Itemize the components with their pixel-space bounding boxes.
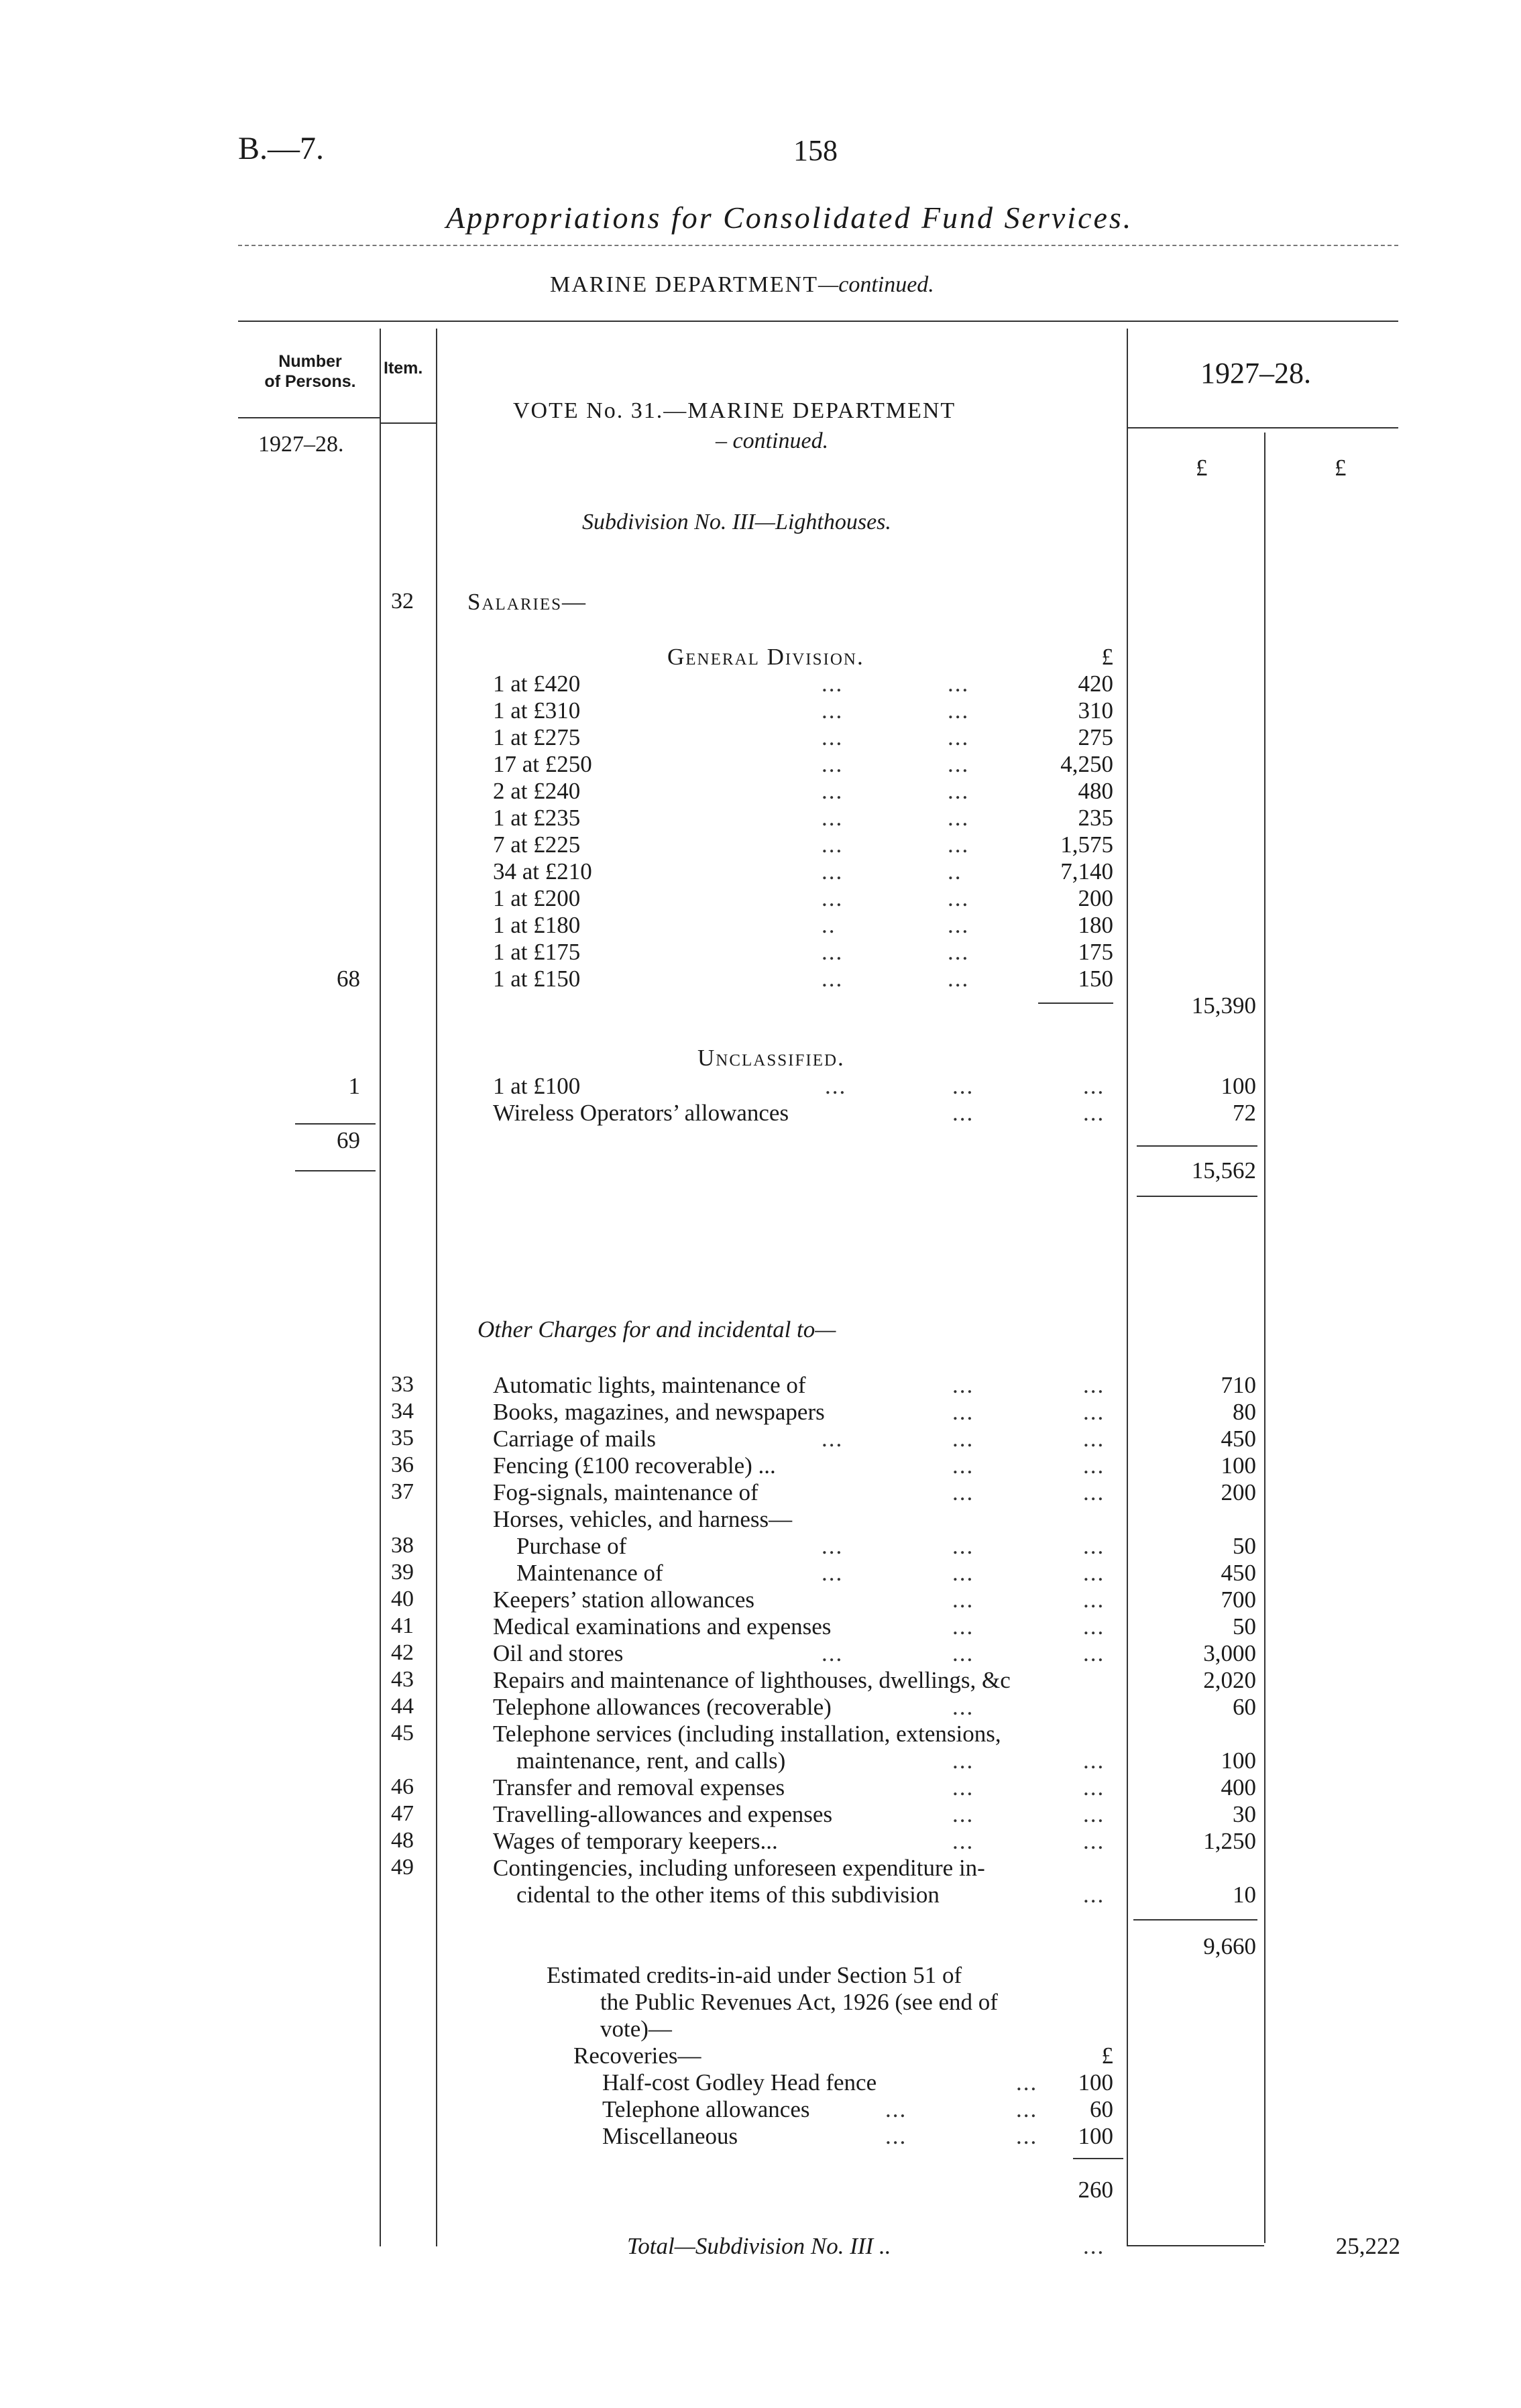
persons-header-line1: Number (278, 352, 342, 371)
salary-row-label: 1 at £200 (493, 885, 581, 911)
salary-row-amount: 480 (1078, 778, 1113, 804)
persons-header (245, 351, 376, 392)
leader-dots: ... (952, 1100, 974, 1126)
charge-label: Travelling-allowances and expenses (493, 1801, 833, 1827)
leader-dots: ... (822, 778, 844, 804)
recovery-amount: 60 (1090, 2096, 1113, 2122)
leader-dots: ... (822, 697, 844, 724)
leader-dots: ... (948, 751, 970, 777)
wireless-allowances-label: Wireless Operators’ allowances (493, 1100, 789, 1126)
charge-amount: 10 (1233, 1882, 1256, 1908)
general-division-total: 15,390 (1191, 992, 1256, 1019)
table-top-rule (238, 321, 1398, 322)
leader-dots: ... (1083, 1560, 1105, 1586)
item-number: 47 (391, 1801, 414, 1826)
page-number: 158 (793, 134, 838, 167)
persons-subtotal-rule (295, 1123, 376, 1125)
charge-label: Telephone services (including installation, extensions, (493, 1721, 1001, 1747)
general-division-heading: General Division. (667, 644, 864, 670)
total-subdivision-label: Total—Subdivision No. III .. (627, 2233, 891, 2259)
charge-amount: 2,020 (1203, 1667, 1256, 1693)
charge-label: Oil and stores (493, 1640, 624, 1666)
salary-pound-sign: £ (1101, 644, 1113, 670)
vote-title: VOTE No. 31.—MARINE DEPARTMENT (513, 398, 956, 423)
charge-label: Maintenance of (516, 1560, 663, 1586)
persons-total-rule (295, 1170, 376, 1171)
salary-row-label: 1 at £275 (493, 724, 581, 750)
persons-item-divider (380, 329, 381, 2246)
credits-total: 260 (1078, 2177, 1113, 2203)
leader-dots: ... (952, 1640, 974, 1666)
salary-row-amount: 175 (1078, 939, 1113, 965)
leader-dots: ... (948, 778, 970, 804)
charge-label: Wages of temporary keepers... (493, 1828, 778, 1854)
pound-column-2: £ (1335, 455, 1347, 481)
item-header: Item. (384, 359, 423, 378)
leader-dots: ... (952, 1452, 974, 1479)
leader-dots: ... (1083, 1479, 1105, 1505)
leader-dots: ... (822, 805, 844, 831)
charge-amount: 200 (1221, 1479, 1256, 1505)
credits-subtotal-rule (1073, 2158, 1123, 2159)
charge-label: Medical examinations and expenses (493, 1613, 832, 1640)
recovery-amount: 100 (1078, 2123, 1113, 2149)
salary-row-amount: 1,575 (1060, 832, 1113, 858)
item-number: 35 (391, 1426, 414, 1450)
charge-label: Carriage of mails (493, 1426, 656, 1452)
page-title: Appropriations for Consolidated Fund Services. (446, 200, 1133, 235)
item-number: 41 (391, 1613, 414, 1638)
leader-dots: ... (1083, 1399, 1105, 1425)
leader-dots: ... (822, 1640, 844, 1666)
item-number: 43 (391, 1667, 414, 1692)
charge-label: Repairs and maintenance of lighthouses, dwellings, &c (493, 1667, 1011, 1693)
leader-dots: ... (822, 885, 844, 911)
charge-label: Contingencies, including unforeseen expenditure in- (493, 1855, 985, 1881)
charge-amount: 80 (1233, 1399, 1256, 1425)
charge-amount: 710 (1221, 1372, 1256, 1398)
salary-row-label: 34 at £210 (493, 858, 592, 884)
leader-dots: ... (952, 1613, 974, 1640)
leader-dots: ... (1016, 2096, 1038, 2122)
item-header-rule (380, 422, 436, 424)
leader-dots: ... (1016, 2123, 1038, 2149)
leader-dots: ... (952, 1399, 974, 1425)
salaries-total-persons: 69 (337, 1127, 360, 1153)
persons-header-line2: of Persons. (264, 372, 356, 391)
charge-label-continued: maintenance, rent, and calls) (516, 1747, 786, 1774)
salary-row-amount: 180 (1078, 912, 1113, 938)
salary-row-amount: 275 (1078, 724, 1113, 750)
total-rule (1127, 2245, 1264, 2246)
other-charges-subtotal-rule (1133, 1919, 1257, 1920)
leader-dots: ... (948, 697, 970, 724)
unclassified-persons: 1 (348, 1073, 360, 1099)
leader-dots: ... (822, 939, 844, 965)
persons-header-rule (238, 417, 380, 418)
credits-line-3: vote)— (600, 2016, 672, 2042)
leader-dots: ... (822, 966, 844, 992)
credits-line-1: Estimated credits-in-aid under Section 51 of (547, 1962, 962, 1988)
horses-heading: Horses, vehicles, and harness— (493, 1506, 793, 1532)
charge-amount: 700 (1221, 1587, 1256, 1613)
leader-dots: ... (1083, 1774, 1105, 1800)
salary-row-amount: 420 (1078, 671, 1113, 697)
subdivision-title: Subdivision No. III—Lighthouses. (582, 510, 891, 534)
recovery-amount: 100 (1078, 2069, 1113, 2096)
leader-dots: ... (1083, 1372, 1105, 1398)
charge-amount: 100 (1221, 1747, 1256, 1774)
year-header: 1927–28. (1200, 357, 1311, 390)
credits-line-2: the Public Revenues Act, 1926 (see end of (600, 1989, 998, 2015)
leader-dots: ... (822, 858, 844, 884)
amount-total-divider (1264, 433, 1265, 2243)
leader-dots: ... (948, 966, 970, 992)
leader-dots: ... (952, 1073, 974, 1099)
leader-dots: ... (1083, 1073, 1105, 1099)
recoveries-pound-sign: £ (1101, 2043, 1113, 2069)
leader-dots: ... (885, 2123, 907, 2149)
leader-dots: ... (822, 751, 844, 777)
item-number: 34 (391, 1399, 414, 1424)
department-continued: —continued. (818, 272, 934, 297)
general-subtotal-rule (1038, 1002, 1113, 1004)
leader-dots: ... (822, 1426, 844, 1452)
department-name: MARINE DEPARTMENT (550, 272, 818, 297)
salary-row-label: 1 at £175 (493, 939, 581, 965)
salary-row-label: 1 at £150 (493, 966, 581, 992)
pound-column-1: £ (1196, 455, 1208, 481)
item-number: 33 (391, 1372, 414, 1397)
item-number: 37 (391, 1479, 414, 1504)
leader-dots: ... (1083, 1100, 1105, 1126)
item-number: 40 (391, 1587, 414, 1611)
leader-dots: ... (822, 724, 844, 750)
leader-dots: ... (948, 939, 970, 965)
persons-year: 1927–28. (258, 432, 344, 457)
charge-label: Automatic lights, maintenance of (493, 1372, 806, 1398)
salary-row-label: 7 at £225 (493, 832, 581, 858)
item-number: 36 (391, 1452, 414, 1477)
charge-amount: 100 (1221, 1452, 1256, 1479)
item-number: 38 (391, 1533, 414, 1558)
leader-dots: ... (885, 2096, 907, 2122)
charge-label: Keepers’ station allowances (493, 1587, 755, 1613)
wireless-allowances-amount: 72 (1233, 1100, 1256, 1126)
leader-dots: ... (1083, 1587, 1105, 1613)
charge-amount: 60 (1233, 1694, 1256, 1720)
leader-dots: ... (1083, 1882, 1105, 1908)
leader-dots: ... (1083, 1747, 1105, 1774)
salary-row-amount: 7,140 (1060, 858, 1113, 884)
leader-dots: ... (948, 832, 970, 858)
charge-amount: 50 (1233, 1613, 1256, 1640)
leader-dots: ... (952, 1372, 974, 1398)
salary-row-label: 1 at £235 (493, 805, 581, 831)
charge-label: Fencing (£100 recoverable) ... (493, 1452, 776, 1479)
charge-label: Books, magazines, and newspapers (493, 1399, 825, 1425)
general-division-persons: 68 (337, 966, 360, 992)
leader-dots: ... (952, 1801, 974, 1827)
leader-dots: ... (952, 1587, 974, 1613)
charge-label: Purchase of (516, 1533, 627, 1559)
charge-amount: 450 (1221, 1560, 1256, 1586)
leader-dots: ... (1083, 1640, 1105, 1666)
charge-label: Fog-signals, maintenance of (493, 1479, 758, 1505)
recovery-label: Half-cost Godley Head fence (602, 2069, 877, 2096)
department-heading (550, 274, 934, 296)
salaries-total-rule (1137, 1196, 1257, 1197)
recoveries-heading: Recoveries— (573, 2043, 701, 2069)
leader-dots: ... (822, 671, 844, 697)
unclassified-heading: Unclassified. (697, 1045, 845, 1071)
leader-dots: .. (822, 912, 836, 938)
charge-label: Transfer and removal expenses (493, 1774, 785, 1800)
other-charges-total: 9,660 (1203, 1933, 1256, 1959)
leader-dots: ... (952, 1533, 974, 1559)
leader-dots: ... (1083, 1828, 1105, 1854)
salary-row-label: 1 at £310 (493, 697, 581, 724)
item-number: 46 (391, 1774, 414, 1799)
year-header-rule (1127, 427, 1398, 428)
leader-dots: ... (952, 1560, 974, 1586)
leader-dots: ... (948, 885, 970, 911)
other-charges-heading: Other Charges for and incidental to— (477, 1316, 836, 1342)
salary-row-label: 2 at £240 (493, 778, 581, 804)
unclassified-row-label: 1 at £100 (493, 1073, 581, 1099)
salaries-heading: Salaries— (467, 589, 587, 615)
charge-amount: 400 (1221, 1774, 1256, 1800)
charge-label: Telephone allowances (recoverable) (493, 1694, 832, 1720)
salary-row-label: 1 at £180 (493, 912, 581, 938)
leader-dots: ... (948, 805, 970, 831)
leader-dots: ... (952, 1747, 974, 1774)
salaries-subtotal-rule (1137, 1145, 1257, 1147)
unclassified-row-amount: 100 (1221, 1073, 1256, 1099)
leader-dots: ... (825, 1073, 847, 1099)
leader-dots: ... (822, 832, 844, 858)
leader-dots: ... (822, 1533, 844, 1559)
leader-dots: ... (1083, 1801, 1105, 1827)
leader-dots: ... (952, 1426, 974, 1452)
leader-dots: ... (948, 912, 970, 938)
vote-continued: – continued. (716, 428, 829, 453)
salary-row-label: 17 at £250 (493, 751, 592, 777)
recovery-label: Miscellaneous (602, 2123, 738, 2149)
leader-dots: ... (822, 1560, 844, 1586)
leader-dots: ... (952, 1479, 974, 1505)
charge-amount: 1,250 (1203, 1828, 1256, 1854)
item-number: 42 (391, 1640, 414, 1665)
salary-row-amount: 200 (1078, 885, 1113, 911)
charge-amount: 450 (1221, 1426, 1256, 1452)
leader-dots: ... (952, 1774, 974, 1800)
item-number: 32 (391, 589, 414, 614)
leader-dots: .. (948, 858, 962, 884)
charge-amount: 50 (1233, 1533, 1256, 1559)
leader-dots: ... (1083, 1613, 1105, 1640)
item-number: 48 (391, 1828, 414, 1853)
item-text-divider (436, 329, 437, 2246)
document-code: B.—7. (238, 131, 325, 166)
header-rule (238, 245, 1398, 246)
recovery-label: Telephone allowances (602, 2096, 810, 2122)
charge-amount: 3,000 (1203, 1640, 1256, 1666)
leader-dots: ... (1083, 1452, 1105, 1479)
leader-dots: ... (948, 671, 970, 697)
leader-dots: ... (1016, 2069, 1038, 2096)
item-number: 44 (391, 1694, 414, 1719)
leader-dots: ... (952, 1694, 974, 1720)
salary-row-amount: 235 (1078, 805, 1113, 831)
item-number: 39 (391, 1560, 414, 1585)
salaries-total: 15,562 (1191, 1157, 1256, 1184)
leader-dots: ... (1083, 1533, 1105, 1559)
leader-dots: ... (952, 1828, 974, 1854)
salary-row-amount: 310 (1078, 697, 1113, 724)
leader-dots: ... (1083, 2233, 1105, 2259)
salary-row-label: 1 at £420 (493, 671, 581, 697)
item-number: 45 (391, 1721, 414, 1745)
salary-row-amount: 150 (1078, 966, 1113, 992)
total-subdivision-amount: 25,222 (1335, 2233, 1400, 2259)
salary-row-amount: 4,250 (1060, 751, 1113, 777)
text-amount-divider (1127, 329, 1128, 2246)
leader-dots: ... (948, 724, 970, 750)
item-number: 49 (391, 1855, 414, 1880)
leader-dots: ... (1083, 1426, 1105, 1452)
charge-label-continued: cidental to the other items of this subdivision (516, 1882, 940, 1908)
charge-amount: 30 (1233, 1801, 1256, 1827)
